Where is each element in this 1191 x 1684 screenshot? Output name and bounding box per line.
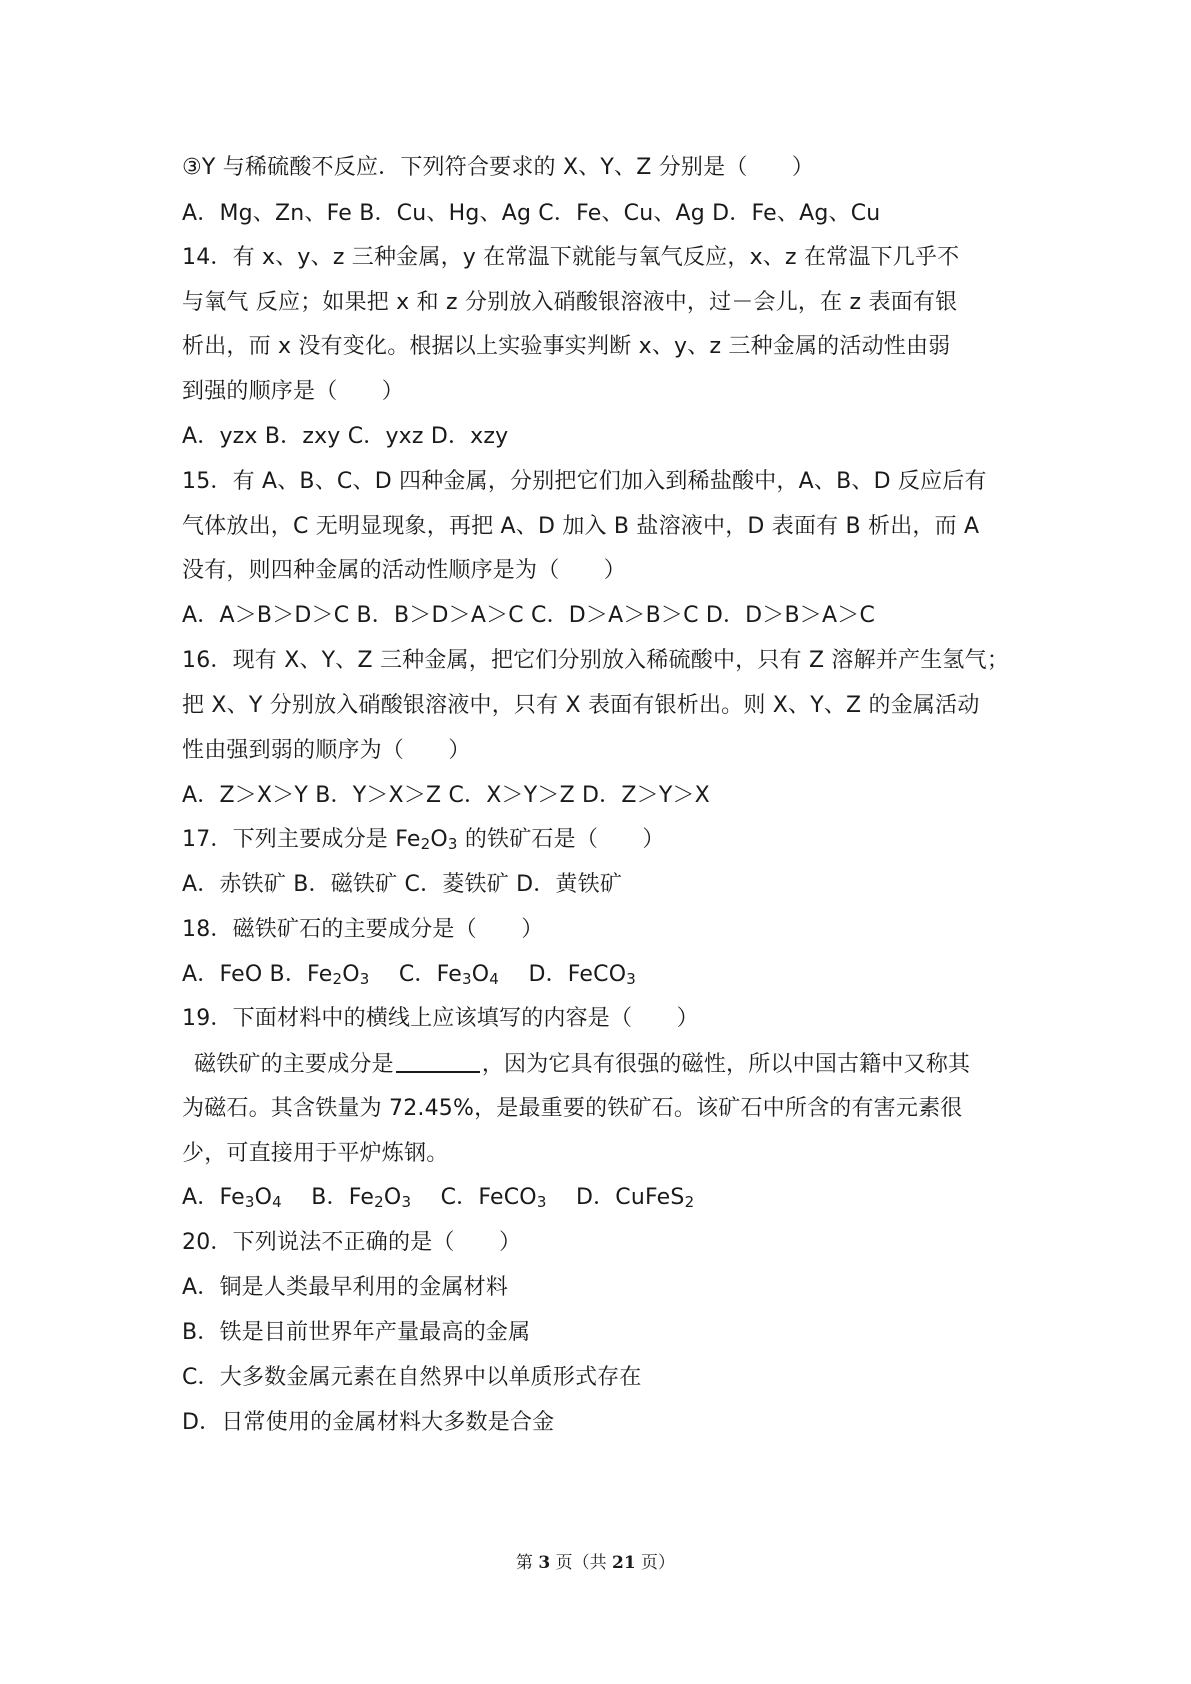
q14-line-4: 到强的顺序是（ ） bbox=[182, 379, 405, 404]
q18-question: 18．磁铁矿石的主要成分是（ ） bbox=[182, 917, 544, 942]
q14-line-3: 析出，而 x 没有变化。根据以上实验事实判断 x、y、z 三种金属的活动性由弱 bbox=[182, 334, 951, 359]
q19-passage-line-1: 磁铁矿的主要成分是 ，因为它具有很强的磁性，所以中国古籍中又称其 bbox=[194, 1049, 970, 1080]
q15-options: A．A＞B＞D＞C B．B＞D＞A＞C C．D＞A＞B＞C D．D＞B＞A＞C bbox=[182, 603, 876, 628]
q15-line-1: 15．有 A、B、C、D 四种金属，分别把它们加入到稀盐酸中，A、B、D 反应后有 bbox=[182, 469, 987, 494]
q20-option-b: B．铁是目前世界年产量最高的金属 bbox=[182, 1320, 531, 1345]
q15-line-3: 没有，则四种金属的活动性顺序是为（ ） bbox=[182, 558, 627, 583]
q16-line-3: 性由强到弱的顺序为（ ） bbox=[182, 738, 471, 763]
q14-options: A．yzx B．zxy C．yxz D．xzy bbox=[182, 424, 509, 449]
q19-passage-line-3: 少，可直接用于平炉炼钢。 bbox=[182, 1141, 449, 1166]
q13-options: A．Mg、Zn、Fe B．Cu、Hg、Ag C．Fe、Cu、Ag D．Fe、Ag、Cu bbox=[182, 201, 881, 226]
q20-option-d: D．日常使用的金属材料大多数是合金 bbox=[182, 1410, 555, 1435]
q14-line-2: 与氧气 反应；如果把 x 和 z 分别放入硝酸银溶液中，过－会儿，在 z 表面有银 bbox=[182, 290, 958, 315]
q15-line-2: 气体放出，C 无明显现象，再把 A、D 加入 B 盐溶液中，D 表面有 B 析出，而 A bbox=[182, 514, 980, 539]
q17-question: 17．下列主要成分是 $Fe_2O_3$ 的铁矿石是（ ） bbox=[182, 827, 665, 853]
q16-line-1: 16．现有 X、Y、Z 三种金属，把它们分别放入稀硫酸中，只有 Z 溶解并产生氢气； bbox=[182, 648, 1010, 673]
fill-in-blank bbox=[396, 1049, 480, 1073]
q20-question: 20．下列说法不正确的是（ ） bbox=[182, 1230, 522, 1255]
q18-options: A．FeO B．$Fe_2O_3$ C．$Fe_3O_4$ D．FeCO$_3$ bbox=[182, 962, 636, 988]
q14-line-1: 14．有 x、y、z 三种金属，y 在常温下就能与氧气反应，x、z 在常温下几乎不 bbox=[182, 245, 960, 270]
page-total: 21 bbox=[611, 1553, 636, 1573]
q17-options: A．赤铁矿 B．磁铁矿 C．菱铁矿 D．黄铁矿 bbox=[182, 872, 623, 897]
q19-passage-line-2: 为磁石。其含铁量为 72.45%，是最重要的铁矿石。该矿石中所含的有害元素很 bbox=[182, 1096, 963, 1121]
page-number: 3 bbox=[538, 1553, 551, 1573]
q16-options: A．Z＞X＞Y B．Y＞X＞Z C．X＞Y＞Z D．Z＞Y＞X bbox=[182, 783, 710, 808]
q20-option-a: A．铜是人类最早利用的金属材料 bbox=[182, 1275, 509, 1300]
q16-line-2: 把 X、Y 分别放入硝酸银溶液中，只有 X 表面有银析出。则 X、Y、Z 的金属活动 bbox=[182, 693, 980, 718]
q19-options: A．$Fe_3O_4$ B．$Fe_2O_3$ C．FeCO$_3$ D．CuFeS$_2$ bbox=[182, 1185, 695, 1211]
q19-question: 19．下面材料中的横线上应该填写的内容是（ ） bbox=[182, 1006, 699, 1031]
q20-option-c: C．大多数金属元素在自然界中以单质形式存在 bbox=[182, 1365, 642, 1390]
page-footer: 第 3 页（共 21 页） bbox=[515, 1553, 676, 1573]
q13-condition-3: ③Y 与稀硫酸不反应．下列符合要求的 X、Y、Z 分别是（ ） bbox=[182, 155, 815, 180]
